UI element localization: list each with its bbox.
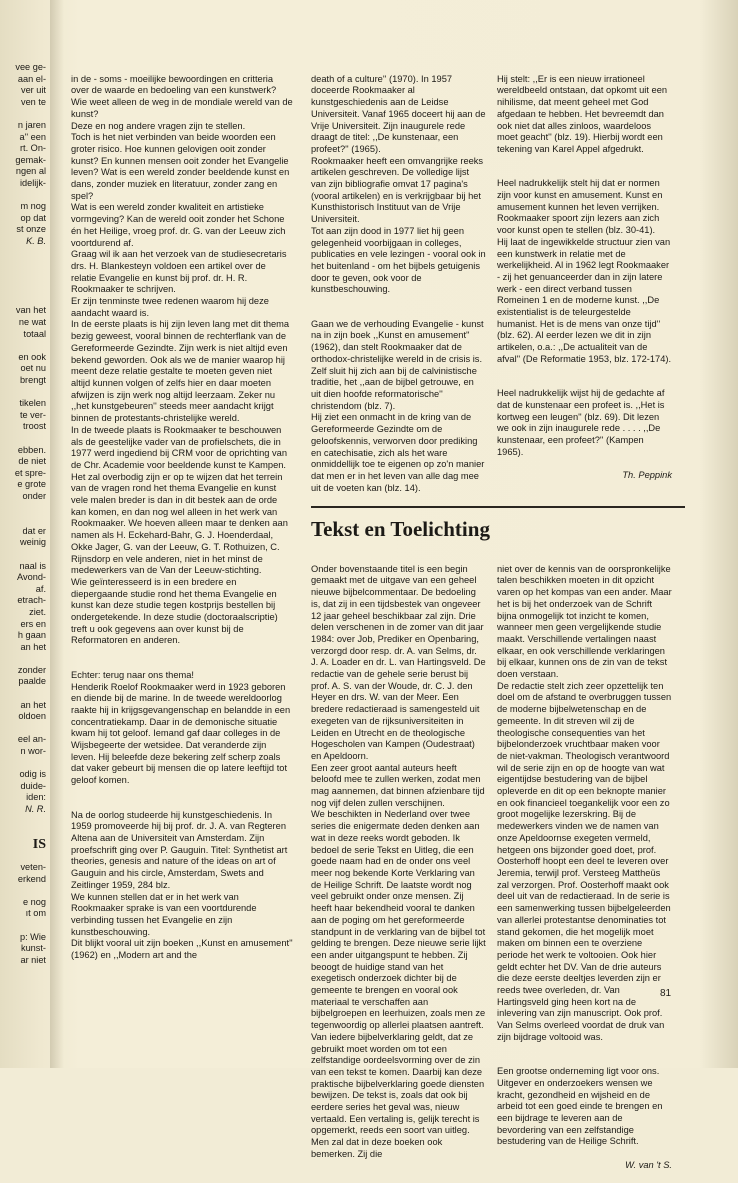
strip-line: n jaren: [17, 119, 46, 130]
strip-line: dat er: [22, 525, 46, 536]
strip-line: [0, 758, 46, 770]
strip-line: ne wat: [18, 317, 46, 328]
strip-line: duide-: [20, 780, 46, 791]
strip-line: st onze: [16, 224, 46, 235]
strip-line: m nog: [20, 201, 46, 212]
col1-paragraph-1: in de - soms - moeilijke bewoordingen en critteria over de waarde en bedoeling van een kunstwerk? Wie weet alleen de weg in de mondiale wereld van de kunst? Deze en nog andere vragen zijn te stellen. Toch is het niet verbinden van beide woorden een groter risico. Hoe kunnen gelovigen ooit zonder kunst? En kunnen mensen ooit zonder het Evangelie leven? Wat is een wereld zonder beeldende kunst en dans, zonder muziek en literatuur, zonder zang en spel? Wat is een wereld zonder kwaliteit en artistieke vormgeving? Kan de wereld ooit zonder het Schone én het Heilige, vroeg prof. dr. G. van der Leeuw zich voortdurend af. Graag wil ik aan het verzoek van de studiesecretaris drs. H. Blankesteyn voldoen een artikel over de relatie Evangelie en kunst bij prof. dr. H. R. Rookmaaker te schrijven. Er zijn tenminste twee redenen waarom hij deze aandacht waard is. In de eerste plaats is hij zijn leven lang met dit thema bezig geweest, vooral binnen de rechterflank van de Gereformeerde Gezindte. Zijn werk is niet altijd even bekend geworden. Ook als we de manier waarop hij meent deze relatie gestalte te moeten geven niet altijd kunnen volgen of zelfs hier en daar moeten afwijzen is zijn werk nog altijd leerzaam. Zeker nu ,,het kunstgebeuren'' steeds meer aandacht krijgt binnen de protestants-christelijke wereld. In de tweede plaats is Rookmaaker te beschouwen als de geestelijke vader van de profielschets, die in 1977 werd ingediend bij CRM voor de oprichting van de Chr. Academie voor beeldende kunst te Kampen. Het zal overbodig zijn er op te wijzen dat het terrein van de vragen rond het thema Evangelie en kunst vele malen breder is dan in dit bestek aan de orde kan komen, en dan nog wel alleen in het werk van Rookmaaker. We hoeven alleen maar te denken aan namen als H. Eckehard-Bahr, G. J. Hoenderdaal, Okke Jager, G. van der Leeuw, G. T. Rothuizen, C. Rijnsdorp en vele anderen, niet in het minst de medewerkers van de Van der Leeuw-stichting. Wie geïnteresseerd is in een bredere en diepergaande studie rond het thema Evangelie en kunst kan deze studie tegen kostprijs bestellen bij ondergetekende. In deze studie (doctoraalscriptie) treft u ook gegevens aan over kunst bij de Reformatoren en anderen.: [71, 73, 293, 646]
strip-line: oet nu: [20, 363, 46, 374]
strip-line: ver uit: [20, 85, 46, 96]
strip-line: [0, 294, 46, 306]
strip-line: [0, 248, 46, 260]
strip-line: [0, 433, 46, 445]
strip-line: [0, 271, 46, 283]
strip-line: odig is: [19, 769, 46, 780]
column-5: [497, 552, 672, 1183]
col5-paragraph-2: Een grootse onderneming ligt voor ons. Uitgever en onderzoekers wensen we kracht, gezondheid en wijsheid en de arbeid tot een goed einde te brengen en een bijdrage te leveren aan de bevordering van een zelfstandige bestudering van de Heilige Schrift.: [497, 1066, 663, 1147]
column-2: [311, 62, 486, 506]
strip-line: [0, 387, 46, 399]
strip-line: an het: [20, 641, 46, 652]
strip-line: [0, 549, 46, 561]
strip-line: ers en: [20, 618, 46, 629]
strip-line: n wor-: [20, 746, 46, 757]
strip-line: [0, 514, 46, 526]
col2-paragraph-2: Gaan we de verhouding Evangelie - kunst na in zijn boek ,,Kunst en amusement'' (1962), dan stelt Rookmaaker dat de orthodox-christelijke wereld in de crisis is. Zelf sluit hij zich aan bij de calvinistische traditie, het ,,aan de bijbel getrouwe, en uit dien hoofde reformatorische'' christendom (blz. 7). Hij ziet een onmacht in de kring van de Gereformeerde Gezindte om de geloofskennis, verworven door prediking en catechisatie, zich als het ware onmiddellijk toe te eigenen op zo'n manier dat men er in het leven van alle dag mee uit de voeten kan (blz. 14).: [311, 318, 485, 493]
col3-paragraph-2: Heel nadrukkelijk stelt hij dat er normen zijn voor kunst en amusement. Kunst en amusement kunnen het leven verrijken. Rookmaaker spoort zijn lezers aan zich voor kunst open te stellen (blz. 30-41). Hij laat de ingewikkelde structuur zien van een kunstwerk in relatie met de werkelijkheid. Al in 1962 legt Rookmaaker - zij het genuanceerder dan in zijn latere werk - een direct verband tussen Romeinen 1 en de moderne kunst. ,,De existentialist is de teleurgestelde humanist. Het is de mens van onze tijd'' (blz. 62). Al eerder lezen we dit in zijn artikelen, o.a.: ,,De actualiteit van de afval'' (De Reformatie 1953, blz. 172-174).: [497, 178, 672, 364]
strip-line: ven te: [20, 96, 46, 107]
strip-line: af.: [35, 583, 46, 594]
strip-line: [0, 723, 46, 735]
strip-line: brengt: [19, 375, 46, 386]
strip-line: ar niet: [20, 954, 46, 965]
strip-line: iden:: [26, 792, 46, 803]
strip-line: Avond-: [17, 572, 46, 583]
strip-line: rt. On-: [19, 143, 46, 154]
strip-line: veten-: [20, 861, 46, 872]
strip-line: op dat: [20, 212, 46, 223]
strip-line: vee ge-: [15, 62, 46, 72]
col4-text: Onder bovenstaande titel is een begin gemaakt met de uitgave van een geheel nieuwe bijbelcommentaar. De bedoeling is, dat zij in een tijdsbestek van ongeveer 12 jaar geheel beschikbaar zal zijn. Drie delen verschenen in de zomer van dit jaar 1984: over Job, Prediker en Openbaring, verzorgd door resp. dr. A. van Selms, dr. J. A. Loader en dr. L. van Hartingsveld. De redactie van de gehele serie berust bij prof. A. S. van der Woude, dr. C. J. den Heyer en drs. W. van der Meer. Een bredere redactieraad is samengesteld uit exegeten van de rijksuniversiteiten in Leiden en Utrecht en de theologische Hogescholen van Kampen (Oudestraat) en Apeldoorn. Een zeer groot aantal auteurs heeft beloofd mee te zullen werken, zodat men mag aannemen, dat binnen afzienbare tijd nog vijf delen zullen verschijnen. We beschikten in Nederland over twee series die enigermate deden denken aan wat in deze reeks wordt geboden. Ik bedoel de serie Tekst en Uitleg, die een goede naam had en de onder ons veel meer nog bekende Korte Verklaring van de Heilige Schrift. De laatste wordt nog veel gebruikt onder onze mensen. Zij heeft haar bekendheid vooral te danken aan de poging om het gereformeerde standpunt in de verklaring van de bijbel tot gelding te brengen. Deze nieuwe serie lijkt een ander uitgangspunt te hebben. Zij beoogt de huidige stand van het exegetisch onderzoek dichter bij de gemeente te brengen en vooral ook materiaal te verschaffen aan bijbelgroepen en leerhuizen, zoals men ze tegenwoordig op allerlei plaatsen aantreft. Van iedere bijbelverklaring geldt, dat ze gebruikt moet worden om tot een zelfstandige oordeelsvorming over de zin van een tekst te komen. Daarbij kan deze praktische bijbelverklaring goede diensten bewijzen. De tekst is, zoals dat ook bij eerdere series het geval was, nieuw vertaald. Een vertaling is, gelijk terecht is opgemerkt, reeds een soort van uitleg. Men zal dat in deze boeken ook bemerken. Zij die: [311, 563, 486, 1159]
strip-line: [0, 108, 46, 120]
strip-line: eel an-: [17, 734, 46, 745]
column-4: [311, 552, 486, 1172]
strip-line: [0, 259, 46, 271]
strip-line: [0, 282, 46, 294]
strip-line: naal is: [19, 560, 46, 571]
col3-paragraph-3: Heel nadrukkelijk wijst hij de gedachte af dat de kunstenaar een profeet is. ,,Het is kortweg een leugen'' (blz. 69). Dit lezen we ook in zijn inaugurele rede . . . . ,,De kunstenaar, een profeet?'' (Kampen 1965).: [497, 388, 665, 457]
strip-line: h gaan: [17, 630, 46, 641]
strip-line: ngen al: [15, 166, 46, 177]
previous-page-strip: [0, 62, 46, 966]
strip-line: oldoen: [18, 711, 46, 722]
strip-line: gemak-: [15, 154, 46, 165]
strip-line: [0, 503, 46, 515]
strip-line: idelijk-: [19, 177, 46, 188]
strip-line: [0, 688, 46, 700]
col3-paragraph-1: Hij stelt: ,,Er is een nieuw irrationeel wereldbeeld ontstaan, dat opkomt uit een nihilisme, dat meent geheel met God afgedaan te hebben. Het bevreemdt dan ook niet dat alles zinloos, waardeloos moet geacht'' (blz. 19). Hierbij wordt een tekening van Karel Appel afgedrukt.: [497, 73, 668, 154]
strip-line: e grote: [17, 479, 46, 490]
strip-line: ebben.: [17, 444, 46, 455]
strip-line: aan el-: [17, 73, 46, 84]
strip-line: en ook: [18, 351, 46, 362]
strip-line: zonder: [17, 664, 46, 675]
author-signature-peppink: Th. Peppink: [622, 470, 672, 481]
strip-line: tikelen: [19, 398, 46, 409]
strip-line: ıt om: [25, 908, 46, 919]
section-heading: Tekst en Toelichting: [311, 517, 490, 541]
strip-line: N. R.: [25, 804, 46, 814]
strip-line: p: Wie: [19, 931, 46, 942]
strip-line: van het: [15, 305, 46, 316]
binding-gutter: [50, 0, 64, 1068]
strip-line: totaal: [23, 328, 46, 339]
strip-line: an het: [20, 699, 46, 710]
col1-paragraph-2: Echter: terug naar ons thema! Henderik Roelof Rookmaaker werd in 1923 geboren en diende bij de marine. In de tweede wereldoorlog raakte hij in krijgsgevangenschap en belandde in een concentratiekamp. Daar in de demonische situatie kwam hij tot geloof. Iemand gaf daar colleges in de Wijsbegeerte der wetsidee. Dat veranderde zijn leven. Hij beleefde deze bekering zelf scherp zoals dat vaker gebeurt bij mensen die op latere leeftijd tot geloof komen.: [71, 669, 291, 786]
strip-line: weinig: [19, 537, 46, 548]
strip-line: et spre-: [14, 467, 46, 478]
strip-line: [0, 920, 46, 932]
col2-paragraph-1: death of a culture'' (1970). In 1957 doceerde Rookmaaker al kunstgeschiedenis aan de Leidse Universiteit. Vanaf 1965 doceert hij aan de Vrije Universiteit. Zijn inaugurele rede draagt de titel: ,,De kunstenaar, een profeet?'' (1965). Rookmaaker heeft een omvangrijke reeks artikelen geschreven. De volledige lijst van zijn bibliografie omvat 17 pagina's (vooral artikelen) en is verkrijgbaar bij het Kunsthistorisch Instituut van de Vrije Universiteit. Tot aan zijn dood in 1977 liet hij geen gelegenheid voorbijgaan in colleges, publicaties en vele lezingen - vooral ook in het buitenland - om het bijbels getuigenis door te geven, ook voor de kunstbeschouwing.: [311, 73, 486, 295]
strip-line: ziet.: [29, 606, 46, 617]
strip-line: e nog: [23, 896, 46, 907]
strip-line: [0, 850, 46, 862]
section-divider: [311, 506, 685, 508]
strip-line: kunst-: [20, 943, 46, 954]
strip-line: te ver-: [19, 409, 46, 420]
strip-line: IS: [32, 836, 46, 852]
col5-paragraph-1: niet over de kennis van de oorspronkelijke talen beschikken moeten in dit opzicht varen op het kompas van een ander. Maar het is bij het onderzoek van de Schrift bijna onmogelijk tot inzicht te komen, wanneer men geen vergelijkende studie maakt. Verschillende vertalingen naast elkaar, en ook verschillende verklaringen bij elkaar, kunnen ons de zin van de tekst doen verstaan. De redactie stelt zich zeer opzettelijk ten doel om de afstand te overbruggen tussen de moderne bijbelwetenschap en de gemeente. In dit streven wil zij de theologische consequenties van het bijbelonderzoek vruchtbaar maken voor de niet-vakman. Theologisch verantwoord wil de serie zijn en op de hoogte van wat eigentijdse bestudering van de bijbel opleverde en dit op een beknopte manier en ook financieel toegankelijk voor een zo groot mogelijke lezerskring. Bij de medewerkers vinden we de namen van onze Apeldoornse exegeten vermeld, hetgeen ons bijzonder goed doet, prof. Oosterhoff hoopt een deel te leveren over Jeremia, terwijl prof. Versteeg Mattheüs zal verzorgen. Prof. Oosterhoff maakt ook deel uit van de redactieraad. In de serie is een samenwerking tussen bijbelgeleerden van allerlei protestantse denominaties tot stand gekomen, die het mogelijk moet maken om binnen een te overziene periode het werk te voltooien. Ook hier geldt echter het DV. Van de drie auteurs die deze eerste deeltjes leverden zijn er reeds twee overleden, dr. Van Hartingsveld ging heen kort na de inlevering van zijn manuscript. Ook prof. Van Selms overleed voordat de druk van zijn bijdrage voltooid was.: [497, 563, 672, 1042]
strip-line: [0, 340, 46, 352]
strip-line: [0, 190, 46, 202]
strip-line: a'' een: [19, 131, 46, 142]
col1-paragraph-3: Na de oorlog studeerde hij kunstgeschiedenis. In 1959 promoveerde hij bij prof. dr. J. A. van Regteren Altena aan de Universiteit van Amsterdam. Zijn proefschrift ging over P. Gauguin. Titel: Synthetist art theories, genesis and nature of the ideas on art of Gauguin and his circle, Amsterdam, Swets and Zeitlinger 1959, 284 blz. We kunnen stellen dat er in het werk van Rookmaaker sprake is van een voortdurende verbinding tussen het Evangelie en zijn kunstbeschouwing. Dit blijkt vooral uit zijn boeken ,,Kunst en amusement'' (1962) en ,,Modern art and the: [71, 809, 293, 961]
strip-line: troost: [23, 421, 46, 432]
strip-line: [0, 816, 46, 828]
strip-line: onder: [22, 490, 46, 501]
author-signature-wvants: W. van 't S.: [625, 1159, 672, 1170]
strip-line: [0, 885, 46, 897]
column-1: [71, 62, 293, 973]
strip-line: K. B.: [26, 235, 46, 246]
strip-line: [0, 653, 46, 665]
strip-line: etrach-: [17, 595, 46, 606]
strip-line: de niet: [18, 456, 46, 467]
column-3: [497, 62, 672, 494]
page-number: 81: [660, 988, 672, 999]
strip-line: erkend: [17, 873, 46, 884]
strip-line: paalde: [18, 676, 46, 687]
